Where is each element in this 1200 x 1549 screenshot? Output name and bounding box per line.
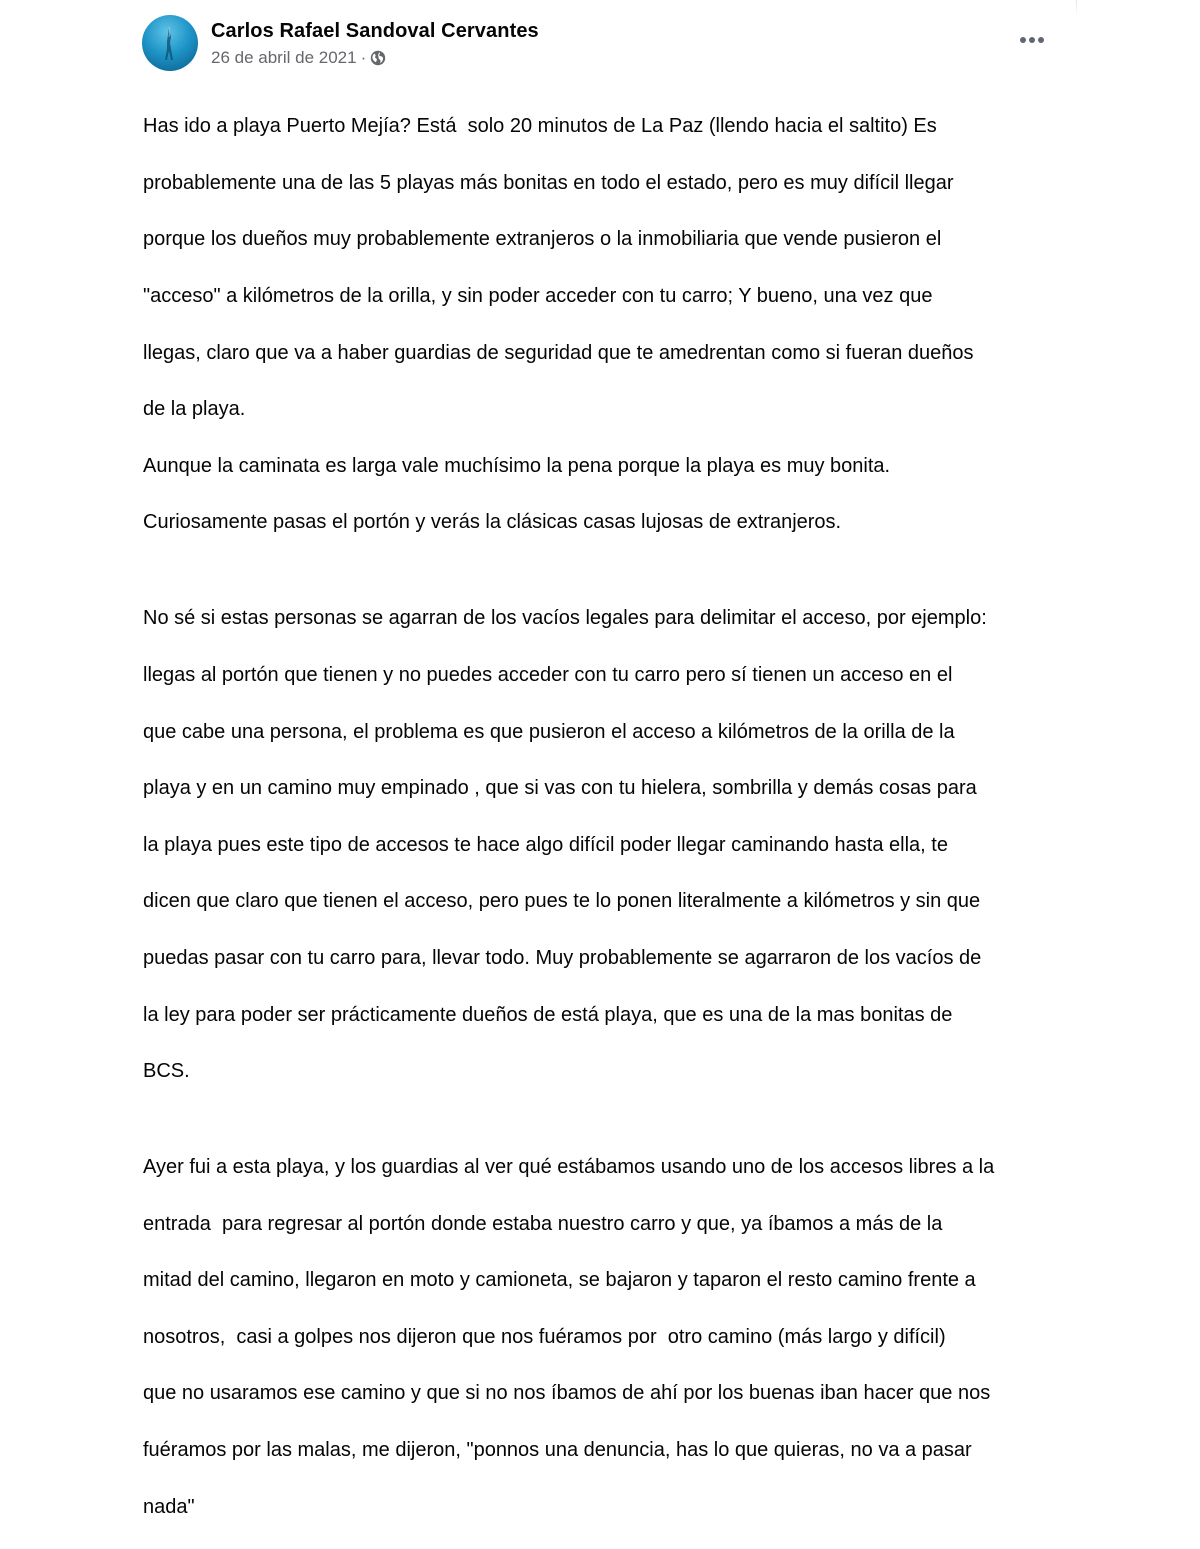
text-line: que cabe una persona, el problema es que pusieron el acceso a kilómetros de la orilla de la bbox=[143, 720, 955, 743]
text-line: mitad del camino, llegaron en moto y camioneta, se bajaron y taparon el resto camino frente a bbox=[143, 1269, 976, 1292]
more-options-icon bbox=[1020, 37, 1026, 43]
text-line: Has ido a playa Puerto Mejía? Está solo 20 minutos de La Paz (llendo hacia el saltito) Es bbox=[143, 115, 937, 138]
avatar[interactable] bbox=[142, 15, 198, 71]
card-border-right bbox=[1076, 0, 1077, 16]
post-meta bbox=[211, 18, 539, 69]
paragraph-1 bbox=[143, 84, 1073, 565]
text-line: llegas al portón que tienen y no puedes acceder con tu carro pero sí tienen un acceso en el bbox=[143, 663, 953, 686]
paragraph-3 bbox=[143, 1125, 1073, 1549]
post-header bbox=[142, 15, 539, 71]
more-options-icon bbox=[1038, 37, 1044, 43]
text-line: fuéramos por las malas, me dijeron, "ponnos una denuncia, has lo que quieras, no va a pasar bbox=[143, 1438, 972, 1461]
text-line: la ley para poder ser prácticamente dueños de está playa, que es una de la mas bonitas de bbox=[143, 1003, 953, 1026]
post-date[interactable]: 26 de abril de 2021 bbox=[211, 47, 357, 67]
text-line: la playa pues este tipo de accesos te hace algo difícil poder llegar caminando hasta ella, te bbox=[143, 833, 948, 856]
text-line: nada" bbox=[143, 1495, 195, 1518]
more-options-button[interactable] bbox=[1012, 26, 1052, 54]
globe-icon bbox=[370, 50, 386, 66]
text-line: nosotros, casi a golpes nos dijeron que nos fuéramos por otro camino (más largo y difícil) bbox=[143, 1325, 946, 1348]
diver-silhouette-icon bbox=[164, 27, 174, 61]
post-body bbox=[143, 84, 1073, 1549]
text-line: probablemente una de las 5 playas más bonitas en todo el estado, pero es muy difícil llegar bbox=[143, 171, 954, 194]
separator-dot: · bbox=[360, 47, 367, 67]
text-line: BCS. bbox=[143, 1060, 190, 1083]
text-line: porque los dueños muy probablemente extranjeros o la inmobiliaria que vende pusieron el bbox=[143, 228, 942, 251]
text-line: Aunque la caminata es larga vale muchísimo la pena porque la playa es muy bonita. bbox=[143, 454, 891, 477]
text-line: No sé si estas personas se agarran de los vacíos legales para delimitar el acceso, por ejemplo: bbox=[143, 607, 987, 630]
more-options-icon bbox=[1029, 37, 1035, 43]
text-line: llegas, claro que va a haber guardias de seguridad que te amedrentan como si fueran dueños bbox=[143, 341, 974, 364]
text-line: dicen que claro que tienen el acceso, pero pues te lo ponen literalmente a kilómetros y sin que bbox=[143, 890, 981, 913]
text-line: Ayer fui a esta playa, y los guardias al ver qué estábamos usando uno de los accesos libres a la bbox=[143, 1155, 995, 1178]
post-subline bbox=[211, 47, 539, 69]
text-line: Curiosamente pasas el portón y verás la clásicas casas lujosas de extranjeros. bbox=[143, 511, 842, 534]
text-line: de la playa. bbox=[143, 398, 246, 421]
text-line: playa y en un camino muy empinado , que si vas con tu hielera, sombrilla y demás cosas para bbox=[143, 777, 977, 800]
author-name[interactable]: Carlos Rafael Sandoval Cervantes bbox=[211, 19, 539, 42]
text-line: entrada para regresar al portón donde estaba nuestro carro y que, ya íbamos a más de la bbox=[143, 1212, 943, 1235]
paragraph-2 bbox=[143, 576, 1073, 1114]
text-line: puedas pasar con tu carro para, llevar todo. Muy probablemente se agarraron de los vacíos de bbox=[143, 946, 982, 969]
text-line: que no usaramos ese camino y que si no nos íbamos de ahí por los buenas iban hacer que nos bbox=[143, 1382, 991, 1405]
text-line: "acceso" a kilómetros de la orilla, y sin poder acceder con tu carro; Y bueno, una vez que bbox=[143, 285, 933, 308]
